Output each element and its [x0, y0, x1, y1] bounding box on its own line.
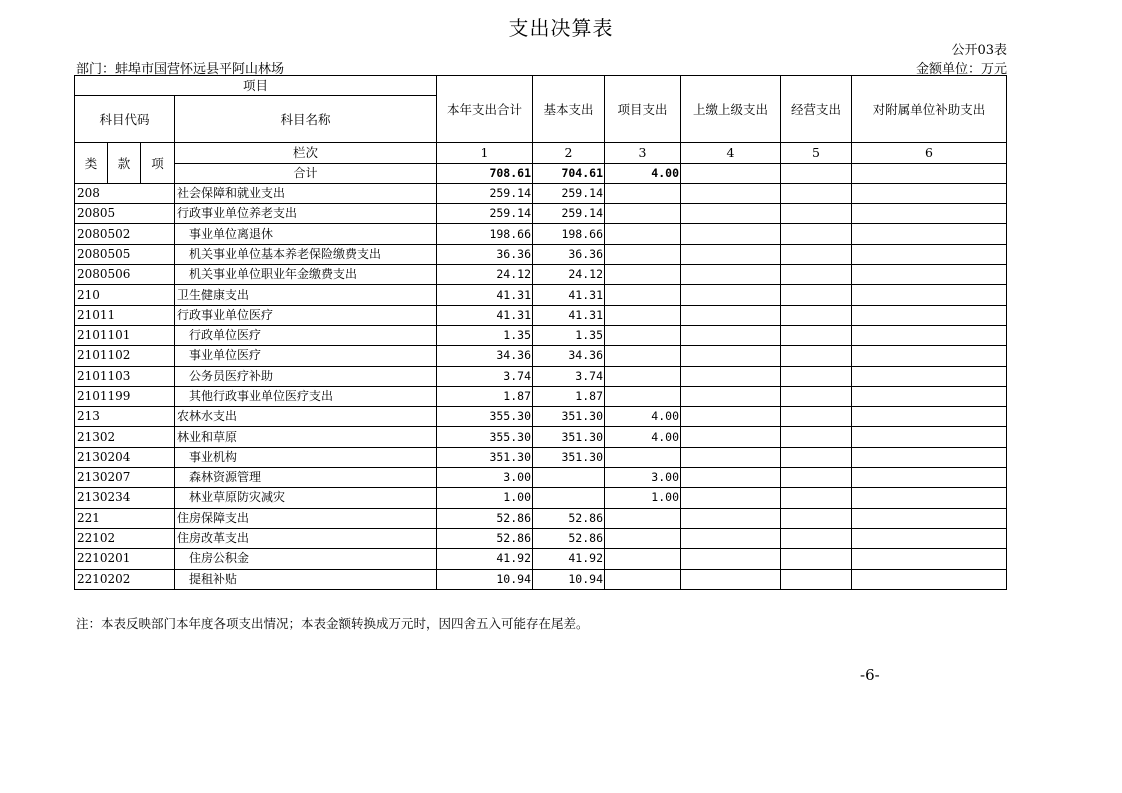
col-number: 3	[605, 143, 681, 163]
row-upper	[681, 427, 781, 447]
row-upper	[681, 447, 781, 467]
table-row	[75, 285, 1007, 305]
header-name: 科目名称	[175, 96, 437, 143]
row-subsidy	[852, 285, 1007, 305]
header-col-project: 项目支出	[605, 76, 681, 143]
row-basic: 24.12	[533, 265, 605, 285]
row-upper	[681, 325, 781, 345]
table-row	[75, 549, 1007, 569]
row-name: 行政事业单位养老支出	[175, 204, 437, 224]
row-basic: 351.30	[533, 447, 605, 467]
row-name: 住房保障支出	[175, 508, 437, 528]
row-upper	[681, 488, 781, 508]
table-row	[75, 407, 1007, 427]
row-code: 2101101	[75, 325, 175, 345]
row-name: 住房公积金	[175, 549, 437, 569]
row-business	[781, 427, 852, 447]
row-basic	[533, 468, 605, 488]
row-business	[781, 407, 852, 427]
row-subsidy	[852, 508, 1007, 528]
row-business	[781, 468, 852, 488]
row-upper	[681, 366, 781, 386]
row-total: 1.00	[437, 488, 533, 508]
row-total: 355.30	[437, 427, 533, 447]
row-business	[781, 265, 852, 285]
row-name: 事业单位离退休	[175, 224, 437, 244]
row-subsidy	[852, 305, 1007, 325]
table-row	[75, 569, 1007, 589]
row-upper	[681, 569, 781, 589]
row-name: 林业草原防灾减灾	[175, 488, 437, 508]
row-business	[781, 325, 852, 345]
table-row	[75, 346, 1007, 366]
row-name: 事业机构	[175, 447, 437, 467]
row-basic: 34.36	[533, 346, 605, 366]
row-upper	[681, 305, 781, 325]
row-upper	[681, 285, 781, 305]
row-subsidy	[852, 325, 1007, 345]
header-lei: 类	[75, 143, 108, 184]
row-code: 213	[75, 407, 175, 427]
table-row	[75, 204, 1007, 224]
row-total: 34.36	[437, 346, 533, 366]
row-total: 52.86	[437, 508, 533, 528]
row-name: 森林资源管理	[175, 468, 437, 488]
row-upper	[681, 183, 781, 203]
col-number: 6	[852, 143, 1007, 163]
department-label: 部门：蚌埠市国营怀远县平阿山林场	[76, 62, 285, 77]
row-basic: 1.87	[533, 386, 605, 406]
row-code: 2080502	[75, 224, 175, 244]
row-business	[781, 569, 852, 589]
row-subsidy	[852, 468, 1007, 488]
row-project	[605, 265, 681, 285]
table-row	[75, 528, 1007, 548]
row-code: 2210202	[75, 569, 175, 589]
row-code: 22102	[75, 528, 175, 548]
row-total: 1.35	[437, 325, 533, 345]
row-subsidy	[852, 244, 1007, 264]
row-code: 20805	[75, 204, 175, 224]
header-col-business: 经营支出	[781, 76, 852, 143]
row-project	[605, 285, 681, 305]
row-project	[605, 346, 681, 366]
row-business	[781, 549, 852, 569]
row-subsidy	[852, 569, 1007, 589]
row-subsidy	[852, 488, 1007, 508]
row-total: 3.74	[437, 366, 533, 386]
row-project	[605, 204, 681, 224]
row-project	[605, 528, 681, 548]
page-number: -6-	[860, 666, 880, 684]
row-code: 21011	[75, 305, 175, 325]
row-total: 52.86	[437, 528, 533, 548]
row-name: 社会保障和就业支出	[175, 183, 437, 203]
row-name: 公务员医疗补助	[175, 366, 437, 386]
col-number: 4	[681, 143, 781, 163]
total-project: 4.00	[605, 163, 681, 183]
row-business	[781, 447, 852, 467]
row-business	[781, 183, 852, 203]
row-basic: 41.31	[533, 305, 605, 325]
header-xiang: 项	[141, 143, 175, 184]
row-project	[605, 549, 681, 569]
row-name: 机关事业单位基本养老保险缴费支出	[175, 244, 437, 264]
footnote: 注：本表反映部门本年度各项支出情况；本表金额转换成万元时，因四舍五入可能存在尾差。	[76, 616, 589, 631]
row-name: 行政单位医疗	[175, 325, 437, 345]
header-col-subsidy: 对附属单位补助支出	[852, 76, 1007, 143]
table-row	[75, 488, 1007, 508]
row-subsidy	[852, 386, 1007, 406]
col-number: 2	[533, 143, 605, 163]
expenditure-table	[74, 75, 1007, 590]
row-basic: 41.92	[533, 549, 605, 569]
row-code: 210	[75, 285, 175, 305]
row-basic: 41.31	[533, 285, 605, 305]
row-business	[781, 224, 852, 244]
row-subsidy	[852, 447, 1007, 467]
row-total: 259.14	[437, 183, 533, 203]
row-total: 24.12	[437, 265, 533, 285]
row-total: 198.66	[437, 224, 533, 244]
total-label: 合计	[175, 163, 437, 183]
table-row	[75, 183, 1007, 203]
row-subsidy	[852, 427, 1007, 447]
row-upper	[681, 265, 781, 285]
table-row	[75, 244, 1007, 264]
row-subsidy	[852, 183, 1007, 203]
row-project	[605, 386, 681, 406]
page-title: 支出决算表	[508, 16, 614, 40]
row-subsidy	[852, 366, 1007, 386]
row-code: 2101199	[75, 386, 175, 406]
row-code: 2080505	[75, 244, 175, 264]
amount-unit-label: 金额单位：万元	[915, 62, 1007, 77]
table-row	[75, 265, 1007, 285]
row-project	[605, 224, 681, 244]
table-row	[75, 386, 1007, 406]
row-basic: 3.74	[533, 366, 605, 386]
row-basic: 198.66	[533, 224, 605, 244]
row-upper	[681, 508, 781, 528]
row-upper	[681, 468, 781, 488]
table-row	[75, 305, 1007, 325]
row-subsidy	[852, 528, 1007, 548]
row-subsidy	[852, 549, 1007, 569]
row-project: 4.00	[605, 407, 681, 427]
row-basic: 259.14	[533, 204, 605, 224]
row-business	[781, 366, 852, 386]
row-code: 2130207	[75, 468, 175, 488]
row-total: 3.00	[437, 468, 533, 488]
row-name: 其他行政事业单位医疗支出	[175, 386, 437, 406]
row-basic	[533, 488, 605, 508]
row-name: 机关事业单位职业年金缴费支出	[175, 265, 437, 285]
row-project: 1.00	[605, 488, 681, 508]
col-number: 5	[781, 143, 852, 163]
row-basic: 52.86	[533, 508, 605, 528]
row-upper	[681, 224, 781, 244]
col-number: 1	[437, 143, 533, 163]
header-project: 项目	[75, 76, 437, 96]
total-total: 708.61	[437, 163, 533, 183]
row-total: 259.14	[437, 204, 533, 224]
row-name: 农林水支出	[175, 407, 437, 427]
row-business	[781, 204, 852, 224]
row-subsidy	[852, 224, 1007, 244]
row-business	[781, 528, 852, 548]
header-col-upper: 上缴上级支出	[681, 76, 781, 143]
row-code: 2130234	[75, 488, 175, 508]
row-basic: 351.30	[533, 427, 605, 447]
row-upper	[681, 244, 781, 264]
row-business	[781, 386, 852, 406]
row-total: 351.30	[437, 447, 533, 467]
row-upper	[681, 386, 781, 406]
row-total: 41.31	[437, 285, 533, 305]
row-basic: 259.14	[533, 183, 605, 203]
row-total: 355.30	[437, 407, 533, 427]
row-subsidy	[852, 204, 1007, 224]
row-project	[605, 447, 681, 467]
row-project	[605, 508, 681, 528]
row-business	[781, 285, 852, 305]
row-upper	[681, 346, 781, 366]
row-name: 住房改革支出	[175, 528, 437, 548]
row-project: 3.00	[605, 468, 681, 488]
form-number: 公开03表	[951, 43, 1007, 58]
row-basic: 36.36	[533, 244, 605, 264]
row-business	[781, 305, 852, 325]
row-basic: 10.94	[533, 569, 605, 589]
row-subsidy	[852, 407, 1007, 427]
table-row	[75, 447, 1007, 467]
row-name: 卫生健康支出	[175, 285, 437, 305]
row-total: 10.94	[437, 569, 533, 589]
table-row	[75, 224, 1007, 244]
row-project	[605, 183, 681, 203]
row-upper	[681, 407, 781, 427]
row-subsidy	[852, 346, 1007, 366]
row-business	[781, 508, 852, 528]
row-code: 2080506	[75, 265, 175, 285]
row-code: 208	[75, 183, 175, 203]
row-upper	[681, 528, 781, 548]
row-project	[605, 569, 681, 589]
row-basic: 351.30	[533, 407, 605, 427]
header-col-basic: 基本支出	[533, 76, 605, 143]
total-row	[75, 163, 1007, 183]
table-row	[75, 468, 1007, 488]
row-code: 2210201	[75, 549, 175, 569]
row-total: 41.92	[437, 549, 533, 569]
row-subsidy	[852, 265, 1007, 285]
row-name: 提租补贴	[175, 569, 437, 589]
row-basic: 1.35	[533, 325, 605, 345]
row-basic: 52.86	[533, 528, 605, 548]
row-business	[781, 244, 852, 264]
header-col-total: 本年支出合计	[437, 76, 533, 143]
row-upper	[681, 549, 781, 569]
header-code: 科目代码	[75, 96, 175, 143]
row-code: 2101102	[75, 346, 175, 366]
row-code: 21302	[75, 427, 175, 447]
table-row	[75, 427, 1007, 447]
row-upper	[681, 204, 781, 224]
row-name: 行政事业单位医疗	[175, 305, 437, 325]
row-name: 林业和草原	[175, 427, 437, 447]
row-code: 2101103	[75, 366, 175, 386]
row-business	[781, 346, 852, 366]
total-basic: 704.61	[533, 163, 605, 183]
row-project	[605, 244, 681, 264]
table-row	[75, 366, 1007, 386]
row-project	[605, 305, 681, 325]
row-project	[605, 325, 681, 345]
row-total: 41.31	[437, 305, 533, 325]
row-business	[781, 488, 852, 508]
header-lanci: 栏次	[175, 143, 437, 163]
row-project: 4.00	[605, 427, 681, 447]
table-row	[75, 325, 1007, 345]
row-total: 36.36	[437, 244, 533, 264]
row-code: 2130204	[75, 447, 175, 467]
row-code: 221	[75, 508, 175, 528]
row-total: 1.87	[437, 386, 533, 406]
row-project	[605, 366, 681, 386]
header-kuan: 款	[108, 143, 141, 184]
table-row	[75, 508, 1007, 528]
row-name: 事业单位医疗	[175, 346, 437, 366]
